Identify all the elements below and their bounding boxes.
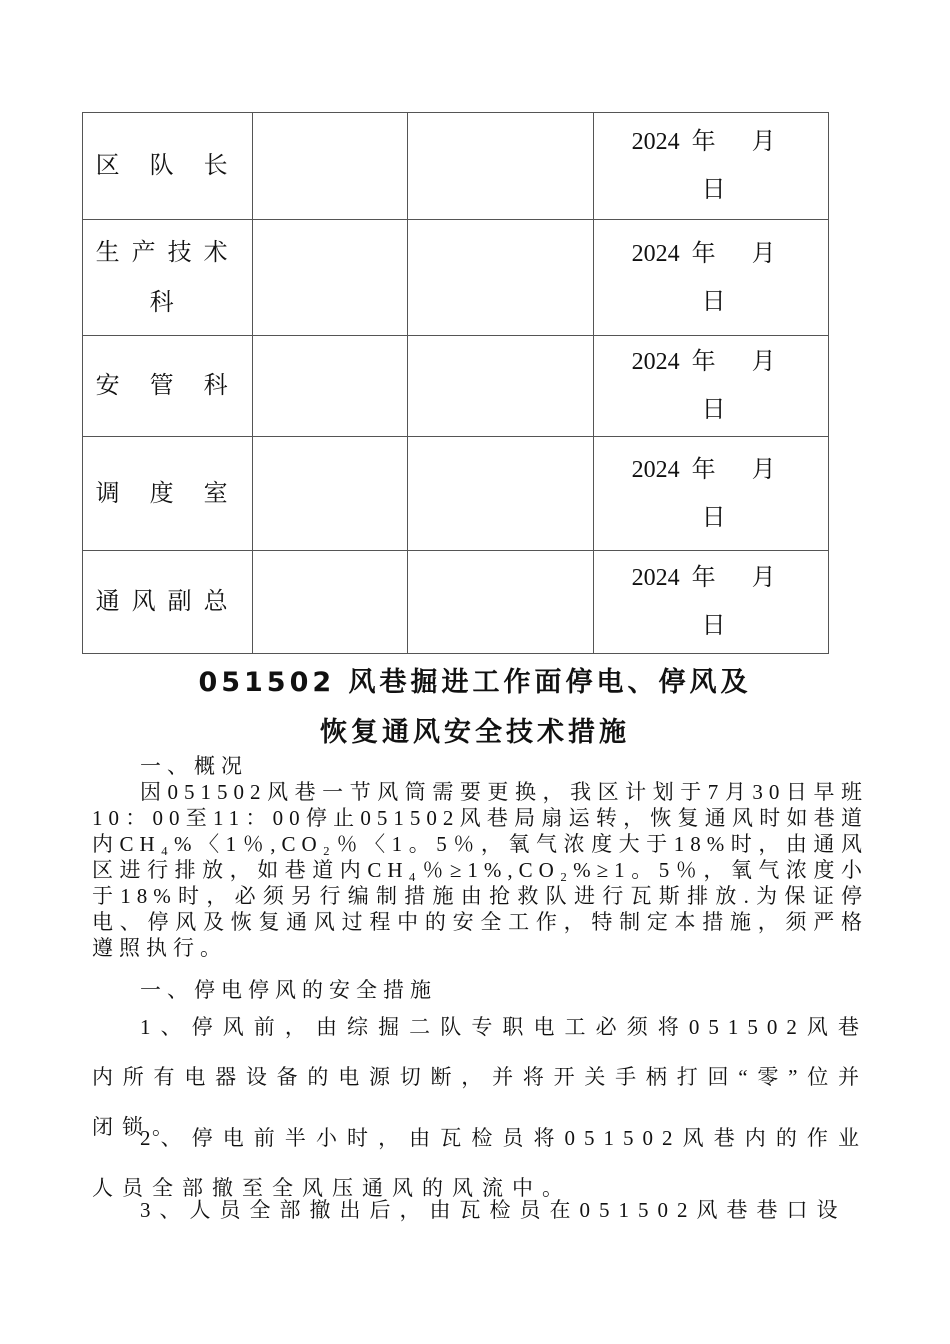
- approval-table: [82, 112, 829, 654]
- dept-cell: 生产技术 科: [83, 220, 253, 336]
- date-cell: 2024 年 月 日: [593, 336, 828, 437]
- table-row: [83, 113, 829, 220]
- opinion-cell: [408, 551, 593, 654]
- signature-cell: [253, 551, 408, 654]
- safety-heading: 一、停电停风的安全措施: [140, 978, 437, 1002]
- dept-cell: 区 队 长: [83, 113, 253, 220]
- signature-cell: [253, 220, 408, 336]
- date-cell: 2024 年 月 日: [593, 113, 828, 220]
- signature-cell: [253, 437, 408, 551]
- document-title-line2: 恢复通风安全技术措施: [320, 717, 630, 748]
- signature-cell: [253, 113, 408, 220]
- table-row: [83, 220, 829, 336]
- signature-cell: [253, 336, 408, 437]
- overview-heading: 一、概况: [140, 754, 248, 778]
- date-cell: 2024 年 月 日: [593, 551, 828, 654]
- measure-item-1: 1、停风前，由综掘二队专职电工必须将051502风巷内所有电器设备的电源切断，并将开关手柄打回“零”位并闭锁。: [92, 1015, 868, 1139]
- table-row: [83, 551, 829, 654]
- opinion-cell: [408, 113, 593, 220]
- opinion-cell: [408, 220, 593, 336]
- opinion-cell: [408, 336, 593, 437]
- dept-cell: 通风副总: [83, 551, 253, 654]
- table-row: [83, 437, 829, 551]
- dept-cell: 调 度 室: [83, 437, 253, 551]
- measure-item-3: 3、人员全部撤出后，由瓦检员在051502风巷巷口设: [140, 1198, 847, 1222]
- document-title-line1: 051502 风巷掘进工作面停电、停风及: [198, 667, 752, 698]
- table-row: [83, 336, 829, 437]
- opinion-cell: [408, 437, 593, 551]
- dept-cell: 安 管 科: [83, 336, 253, 437]
- date-cell: 2024 年 月 日: [593, 437, 828, 551]
- measure-item-2: 2、停电前半小时，由瓦检员将051502风巷内的作业人员全部撤至全风压通风的风流中。: [92, 1126, 868, 1200]
- date-cell: 2024 年 月 日: [593, 220, 828, 336]
- overview-paragraph: 因051502风巷一节风筒需要更换，我区计划于7月30日早班10：00至11：00停止051502风巷局扇运转，恢复通风时如巷道内CH₄%〈1％,CO₂％〈1。5％，氧气浓度大于18%时，由通风区进行排放，如巷道内CH₄％≥1%,CO₂%≥1。5％，氧气浓度小于18%时，必须另行编制措施由抢救队进行瓦斯排放.为保证停电、停风及恢复通风过程中的安全工作，特制定本措施，须严格遵照执行。: [92, 780, 868, 960]
